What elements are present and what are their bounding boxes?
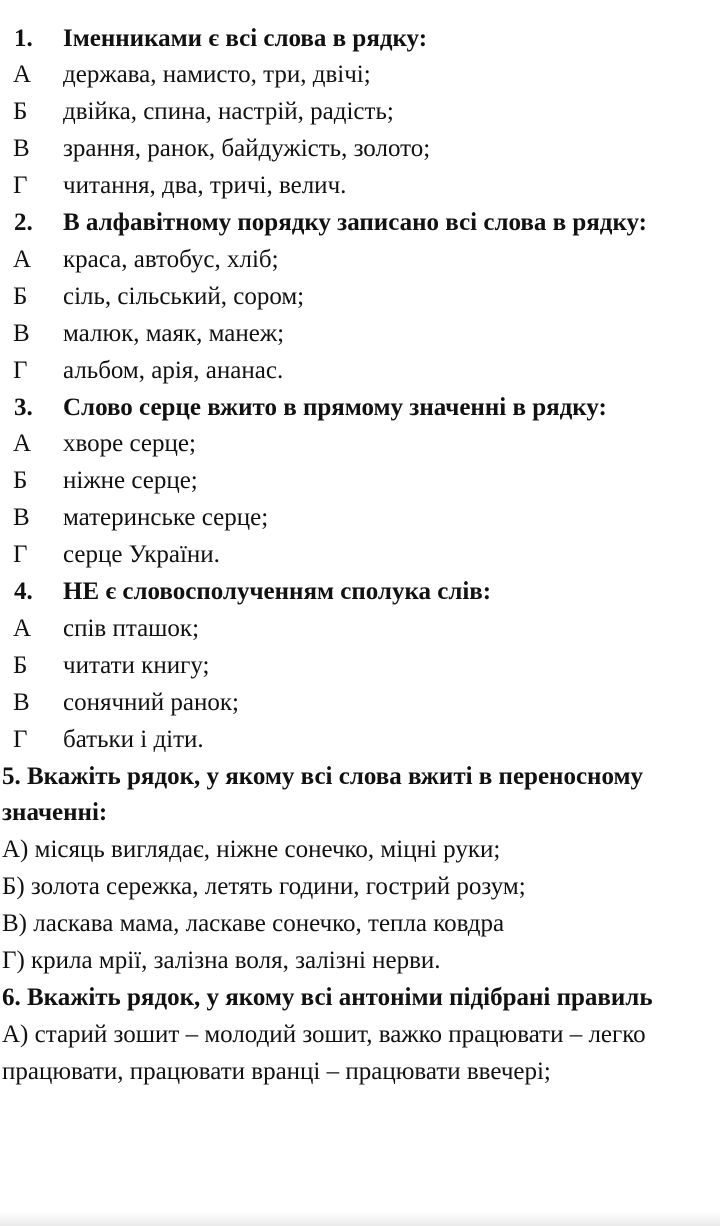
question-5-heading bbox=[0, 758, 720, 795]
option-text: двійка, спина, настрій, радість; bbox=[63, 98, 394, 125]
option-letter: А bbox=[13, 61, 32, 88]
option-row bbox=[0, 905, 720, 942]
question-text: 6. Вкажіть рядок, у якому всі антоніми підібрані правиль bbox=[2, 984, 653, 1011]
question-number: 3. bbox=[14, 394, 33, 421]
option-row bbox=[0, 241, 720, 278]
option-letter: Г bbox=[13, 726, 28, 753]
option-text: серце України. bbox=[63, 541, 220, 568]
option-row bbox=[0, 1053, 720, 1090]
option-text: А) старий зошит – молодий зошит, важко працювати – легко bbox=[2, 1021, 646, 1048]
option-letter: А bbox=[13, 430, 32, 457]
option-letter: В bbox=[13, 689, 30, 716]
option-row bbox=[0, 352, 720, 389]
option-row bbox=[0, 721, 720, 758]
option-letter: А bbox=[13, 246, 32, 273]
option-row bbox=[0, 610, 720, 647]
option-text: зрання, ранок, байдужість, золото; bbox=[63, 135, 431, 162]
option-row bbox=[0, 684, 720, 721]
question-3-heading bbox=[0, 389, 720, 426]
option-letter: Б bbox=[13, 467, 28, 494]
option-row bbox=[0, 499, 720, 536]
option-row bbox=[0, 425, 720, 462]
option-text: А) місяць виглядає, ніжне сонечко, міцні руки; bbox=[2, 836, 501, 863]
option-letter: Б bbox=[13, 283, 28, 310]
question-text: В алфавітному порядку записано всі слова в рядку: bbox=[63, 209, 647, 236]
option-row bbox=[0, 647, 720, 684]
option-row bbox=[0, 93, 720, 130]
option-letter: Г bbox=[13, 357, 28, 384]
option-letter: В bbox=[13, 504, 30, 531]
option-text: В) ласкава мама, ласкаве сонечко, тепла ковдра bbox=[2, 910, 505, 937]
option-text: материнське серце; bbox=[63, 504, 269, 531]
option-text: сонячний ранок; bbox=[63, 689, 240, 716]
question-2-heading bbox=[0, 204, 720, 241]
option-letter: Г bbox=[13, 541, 28, 568]
option-text: спів пташок; bbox=[63, 615, 200, 642]
option-text: читати книгу; bbox=[63, 652, 210, 679]
option-text: Б) золота сережка, летять години, гострий розум; bbox=[2, 873, 526, 900]
option-text: ніжне серце; bbox=[63, 467, 198, 494]
question-text: Слово серце вжито в прямому значенні в рядку: bbox=[63, 394, 607, 421]
option-row bbox=[0, 130, 720, 167]
option-text: краса, автобус, хліб; bbox=[63, 246, 279, 273]
question-number: 4. bbox=[14, 578, 33, 605]
question-4-heading bbox=[0, 573, 720, 610]
option-row bbox=[0, 167, 720, 204]
question-6-heading bbox=[0, 979, 720, 1016]
option-row bbox=[0, 868, 720, 905]
option-letter: Б bbox=[13, 652, 28, 679]
option-text: держава, намисто, три, двічі; bbox=[63, 61, 371, 88]
option-row bbox=[0, 462, 720, 499]
option-row bbox=[0, 315, 720, 352]
option-letter: Г bbox=[13, 172, 28, 199]
page-edge-shadow bbox=[0, 1212, 720, 1226]
option-text: Г) крила мрії, залізна воля, залізні нерви. bbox=[2, 947, 441, 974]
option-letter: В bbox=[13, 135, 30, 162]
question-text: Іменниками є всі слова в рядку: bbox=[63, 25, 428, 52]
option-row bbox=[0, 1016, 720, 1053]
option-letter: Б bbox=[13, 98, 28, 125]
option-row bbox=[0, 536, 720, 573]
question-text: НЕ є словосполученням сполука слів: bbox=[63, 578, 492, 605]
question-number: 1. bbox=[14, 25, 33, 52]
question-text: 5. Вкажіть рядок, у якому всі слова вжиті в переносному bbox=[2, 763, 644, 790]
option-text: хворе серце; bbox=[63, 430, 196, 457]
option-text: альбом, арія, ананас. bbox=[63, 357, 284, 384]
option-text: батьки і діти. bbox=[63, 726, 204, 753]
question-5-heading-continued bbox=[0, 794, 720, 831]
question-number: 2. bbox=[14, 209, 33, 236]
option-row bbox=[0, 831, 720, 868]
option-text: малюк, маяк, манеж; bbox=[63, 320, 285, 347]
option-letter: А bbox=[13, 615, 32, 642]
option-letter: В bbox=[13, 320, 30, 347]
question-text: значенні: bbox=[2, 799, 108, 826]
option-text: працювати, працювати вранці – працювати ввечері; bbox=[2, 1058, 551, 1085]
option-row bbox=[0, 56, 720, 93]
question-1-heading bbox=[0, 20, 720, 57]
option-row bbox=[0, 278, 720, 315]
option-text: читання, два, тричі, велич. bbox=[63, 172, 347, 199]
option-text: сіль, сільський, сором; bbox=[63, 283, 305, 310]
option-row bbox=[0, 942, 720, 979]
